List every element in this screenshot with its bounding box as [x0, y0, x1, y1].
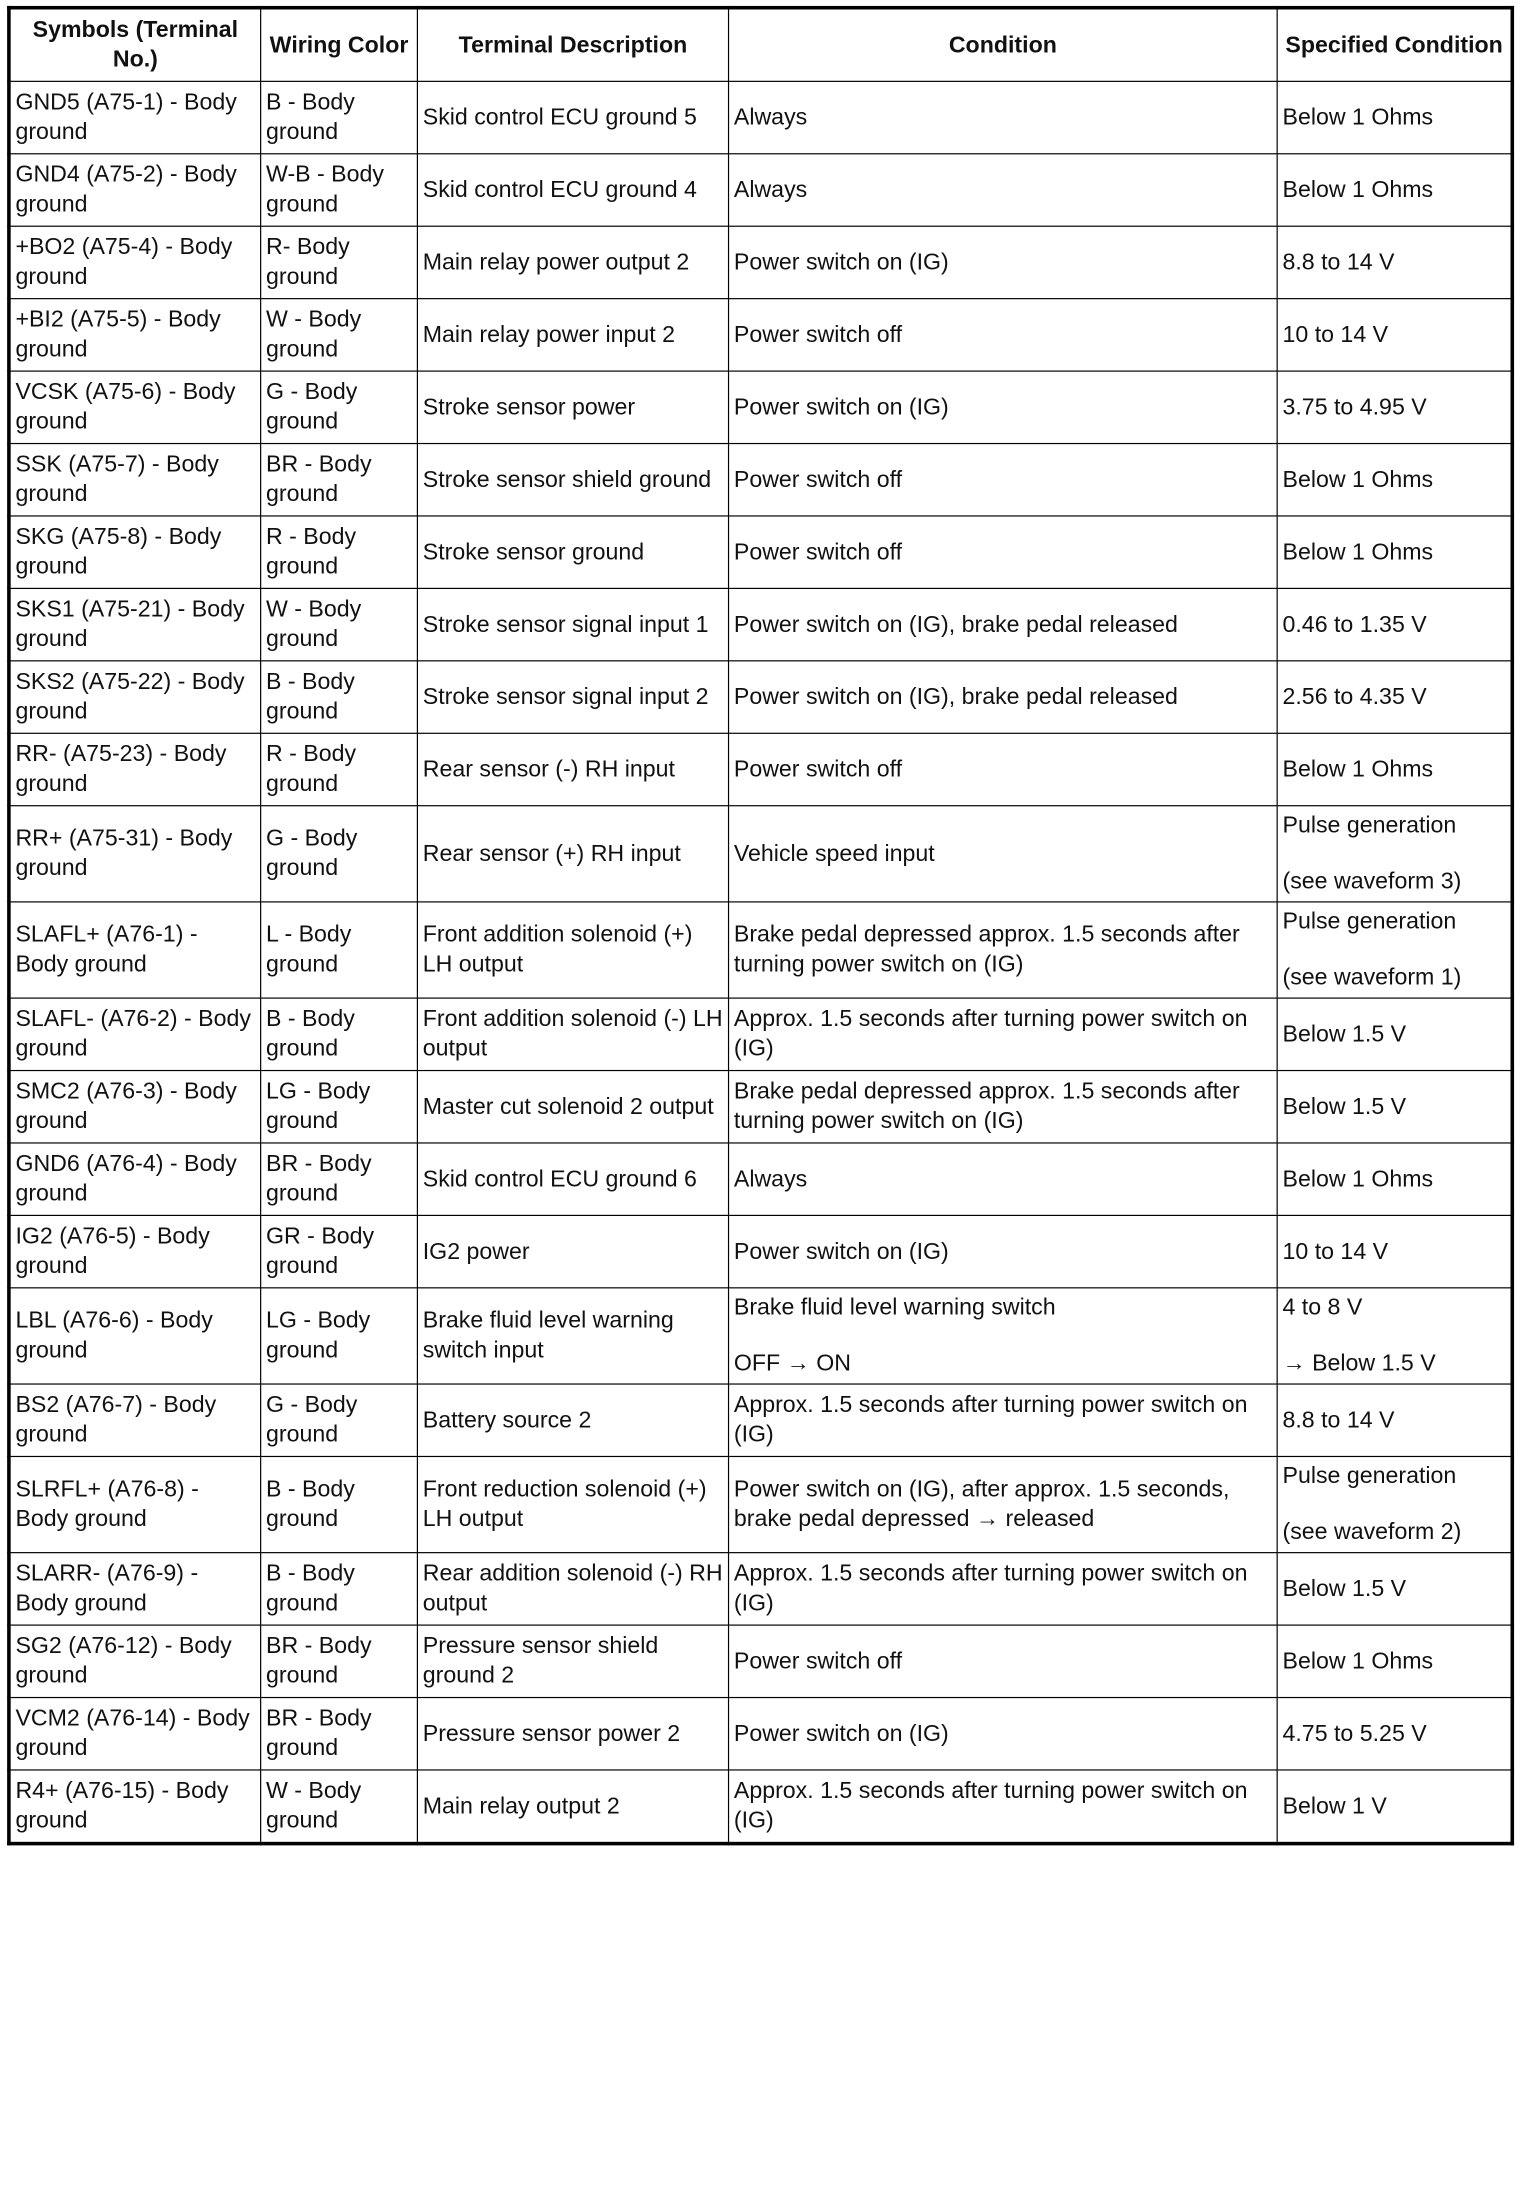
cell-condition: Approx. 1.5 seconds after turning power switch on (IG): [729, 1553, 1278, 1625]
table-row: [9, 1553, 1512, 1625]
header-terminal-description: Terminal Description: [417, 8, 728, 82]
cell-description: Rear sensor (-) RH input: [417, 733, 728, 805]
cell-symbol: RR+ (A75-31) - Body ground: [9, 806, 261, 902]
cell-symbol: SKS1 (A75-21) - Body ground: [9, 588, 261, 660]
cell-description: Front addition solenoid (+) LH output: [417, 902, 728, 998]
cell-condition: [729, 1288, 1278, 1384]
cell-description: IG2 power: [417, 1215, 728, 1287]
cell-specified-condition: Below 1.5 V: [1277, 1071, 1512, 1143]
cell-wiring-color: R - Body ground: [261, 516, 418, 588]
cell-condition: Always: [729, 81, 1278, 153]
cell-wiring-color: W-B - Body ground: [261, 154, 418, 226]
cell-condition: Always: [729, 154, 1278, 226]
cell-condition: Brake pedal depressed approx. 1.5 seconds after turning power switch on (IG): [729, 902, 1278, 998]
cell-description: Main relay power input 2: [417, 299, 728, 371]
cell-description: Battery source 2: [417, 1384, 728, 1456]
cell-condition: Approx. 1.5 seconds after turning power switch on (IG): [729, 998, 1278, 1070]
condition-line: Brake fluid level warning switch: [733, 1294, 1056, 1321]
cell-condition: Brake pedal depressed approx. 1.5 seconds after turning power switch on (IG): [729, 1071, 1278, 1143]
cell-symbol: RR- (A75-23) - Body ground: [9, 733, 261, 805]
cell-condition: Power switch on (IG): [729, 226, 1278, 298]
table-row: [9, 371, 1512, 443]
table-row: [9, 1143, 1512, 1215]
cell-specified-condition: 0.46 to 1.35 V: [1277, 588, 1512, 660]
table-header-row: [9, 8, 1512, 82]
cell-wiring-color: G - Body ground: [261, 371, 418, 443]
cell-wiring-color: BR - Body ground: [261, 444, 418, 516]
cell-wiring-color: B - Body ground: [261, 1553, 418, 1625]
table-body: [9, 81, 1512, 1843]
table-row: [9, 516, 1512, 588]
spec-line: (see waveform 2): [1282, 1518, 1462, 1545]
cell-description: Skid control ECU ground 6: [417, 1143, 728, 1215]
cell-description: Stroke sensor ground: [417, 516, 728, 588]
cell-symbol: SSK (A75-7) - Body ground: [9, 444, 261, 516]
cell-wiring-color: GR - Body ground: [261, 1215, 418, 1287]
spec-line: Pulse generation: [1282, 908, 1457, 935]
cell-specified-condition: Below 1 Ohms: [1277, 1143, 1512, 1215]
cell-description: Stroke sensor power: [417, 371, 728, 443]
table-row: [9, 588, 1512, 660]
table-row: [9, 1288, 1512, 1384]
cell-wiring-color: G - Body ground: [261, 806, 418, 902]
cell-symbol: SLRFL+ (A76-8) - Body ground: [9, 1456, 261, 1552]
spec-line: Pulse generation: [1282, 812, 1457, 839]
cell-description: Skid control ECU ground 5: [417, 81, 728, 153]
cell-description: Stroke sensor signal input 1: [417, 588, 728, 660]
cell-description: Pressure sensor power 2: [417, 1698, 728, 1770]
cell-specified-condition: 10 to 14 V: [1277, 299, 1512, 371]
cell-description: Main relay power output 2: [417, 226, 728, 298]
cell-symbol: R4+ (A76-15) - Body ground: [9, 1770, 261, 1844]
cell-specified-condition: Below 1 V: [1277, 1770, 1512, 1844]
spec-line: → Below 1.5 V: [1282, 1350, 1436, 1377]
cell-symbol: +BO2 (A75-4) - Body ground: [9, 226, 261, 298]
spec-line: (see waveform 1): [1282, 964, 1462, 991]
table-row: [9, 1625, 1512, 1697]
cell-wiring-color: W - Body ground: [261, 299, 418, 371]
table-row: [9, 154, 1512, 226]
cell-symbol: SLAFL- (A76-2) - Body ground: [9, 998, 261, 1070]
cell-wiring-color: G - Body ground: [261, 1384, 418, 1456]
table-row: [9, 902, 1512, 998]
cell-description: Stroke sensor signal input 2: [417, 661, 728, 733]
cell-description: Pressure sensor shield ground 2: [417, 1625, 728, 1697]
cell-condition: Power switch off: [729, 299, 1278, 371]
cell-symbol: IG2 (A76-5) - Body ground: [9, 1215, 261, 1287]
cell-wiring-color: BR - Body ground: [261, 1625, 418, 1697]
cell-specified-condition: [1277, 902, 1512, 998]
cell-condition: Approx. 1.5 seconds after turning power switch on (IG): [729, 1770, 1278, 1844]
cell-wiring-color: L - Body ground: [261, 902, 418, 998]
cell-specified-condition: Below 1 Ohms: [1277, 154, 1512, 226]
cell-specified-condition: 8.8 to 14 V: [1277, 226, 1512, 298]
cell-condition: Power switch off: [729, 516, 1278, 588]
spec-line: (see waveform 3): [1282, 868, 1462, 895]
cell-description: Rear sensor (+) RH input: [417, 806, 728, 902]
table-row: [9, 661, 1512, 733]
header-specified-condition: Specified Condition: [1277, 8, 1512, 82]
cell-description: Master cut solenoid 2 output: [417, 1071, 728, 1143]
cell-symbol: +BI2 (A75-5) - Body ground: [9, 299, 261, 371]
cell-wiring-color: R - Body ground: [261, 733, 418, 805]
cell-description: Main relay output 2: [417, 1770, 728, 1844]
cell-wiring-color: B - Body ground: [261, 1456, 418, 1552]
cell-symbol: SKG (A75-8) - Body ground: [9, 516, 261, 588]
cell-condition: Approx. 1.5 seconds after turning power switch on (IG): [729, 1384, 1278, 1456]
spec-line: Pulse generation: [1282, 1463, 1457, 1490]
cell-condition: Always: [729, 1143, 1278, 1215]
header-wiring-color: Wiring Color: [261, 8, 418, 82]
cell-wiring-color: R- Body ground: [261, 226, 418, 298]
cell-symbol: VCM2 (A76-14) - Body ground: [9, 1698, 261, 1770]
table-row: [9, 733, 1512, 805]
cell-specified-condition: Below 1 Ohms: [1277, 1625, 1512, 1697]
table-row: [9, 81, 1512, 153]
cell-symbol: SLAFL+ (A76-1) - Body ground: [9, 902, 261, 998]
cell-specified-condition: Below 1 Ohms: [1277, 516, 1512, 588]
cell-condition: Power switch on (IG), brake pedal released: [729, 661, 1278, 733]
cell-condition: Power switch on (IG): [729, 371, 1278, 443]
cell-condition: Power switch on (IG), brake pedal released: [729, 588, 1278, 660]
cell-symbol: SKS2 (A75-22) - Body ground: [9, 661, 261, 733]
cell-symbol: SG2 (A76-12) - Body ground: [9, 1625, 261, 1697]
cell-symbol: SLARR- (A76-9) - Body ground: [9, 1553, 261, 1625]
table-row: [9, 444, 1512, 516]
condition-line: OFF → ON: [733, 1350, 851, 1377]
terminal-spec-table: [7, 6, 1514, 1845]
cell-description: Skid control ECU ground 4: [417, 154, 728, 226]
cell-symbol: GND6 (A76-4) - Body ground: [9, 1143, 261, 1215]
header-symbols: Symbols (Terminal No.): [9, 8, 261, 82]
cell-symbol: BS2 (A76-7) - Body ground: [9, 1384, 261, 1456]
cell-description: Front addition solenoid (-) LH output: [417, 998, 728, 1070]
cell-description: Rear addition solenoid (-) RH output: [417, 1553, 728, 1625]
cell-symbol: LBL (A76-6) - Body ground: [9, 1288, 261, 1384]
cell-description: Stroke sensor shield ground: [417, 444, 728, 516]
table-row: [9, 1071, 1512, 1143]
table-row: [9, 1456, 1512, 1552]
cell-specified-condition: 2.56 to 4.35 V: [1277, 661, 1512, 733]
cell-specified-condition: Below 1 Ohms: [1277, 81, 1512, 153]
cell-description: Brake fluid level warning switch input: [417, 1288, 728, 1384]
cell-specified-condition: [1277, 1288, 1512, 1384]
table-row: [9, 806, 1512, 902]
cell-specified-condition: Below 1.5 V: [1277, 998, 1512, 1070]
cell-wiring-color: BR - Body ground: [261, 1698, 418, 1770]
cell-symbol: SMC2 (A76-3) - Body ground: [9, 1071, 261, 1143]
cell-wiring-color: B - Body ground: [261, 661, 418, 733]
cell-wiring-color: LG - Body ground: [261, 1288, 418, 1384]
table-row: [9, 226, 1512, 298]
table-row: [9, 1384, 1512, 1456]
cell-condition: Power switch on (IG), after approx. 1.5 seconds, brake pedal depressed → released: [729, 1456, 1278, 1552]
table-row: [9, 1215, 1512, 1287]
cell-symbol: GND5 (A75-1) - Body ground: [9, 81, 261, 153]
spec-line: 4 to 8 V: [1282, 1294, 1363, 1321]
cell-specified-condition: Below 1 Ohms: [1277, 733, 1512, 805]
cell-specified-condition: [1277, 1456, 1512, 1552]
cell-condition: Power switch off: [729, 733, 1278, 805]
cell-specified-condition: 4.75 to 5.25 V: [1277, 1698, 1512, 1770]
cell-specified-condition: 3.75 to 4.95 V: [1277, 371, 1512, 443]
header-condition: Condition: [729, 8, 1278, 82]
cell-wiring-color: LG - Body ground: [261, 1071, 418, 1143]
cell-wiring-color: BR - Body ground: [261, 1143, 418, 1215]
cell-condition: Power switch off: [729, 444, 1278, 516]
cell-symbol: GND4 (A75-2) - Body ground: [9, 154, 261, 226]
table-row: [9, 1698, 1512, 1770]
cell-condition: Vehicle speed input: [729, 806, 1278, 902]
table-row: [9, 1770, 1512, 1844]
table-row: [9, 299, 1512, 371]
cell-specified-condition: Below 1 Ohms: [1277, 444, 1512, 516]
cell-condition: Power switch on (IG): [729, 1215, 1278, 1287]
cell-wiring-color: W - Body ground: [261, 588, 418, 660]
cell-specified-condition: 10 to 14 V: [1277, 1215, 1512, 1287]
cell-condition: Power switch on (IG): [729, 1698, 1278, 1770]
cell-specified-condition: 8.8 to 14 V: [1277, 1384, 1512, 1456]
table-row: [9, 998, 1512, 1070]
cell-wiring-color: B - Body ground: [261, 998, 418, 1070]
cell-condition: Power switch off: [729, 1625, 1278, 1697]
cell-specified-condition: [1277, 806, 1512, 902]
cell-specified-condition: Below 1.5 V: [1277, 1553, 1512, 1625]
cell-description: Front reduction solenoid (+) LH output: [417, 1456, 728, 1552]
cell-symbol: VCSK (A75-6) - Body ground: [9, 371, 261, 443]
cell-wiring-color: B - Body ground: [261, 81, 418, 153]
cell-wiring-color: W - Body ground: [261, 1770, 418, 1844]
